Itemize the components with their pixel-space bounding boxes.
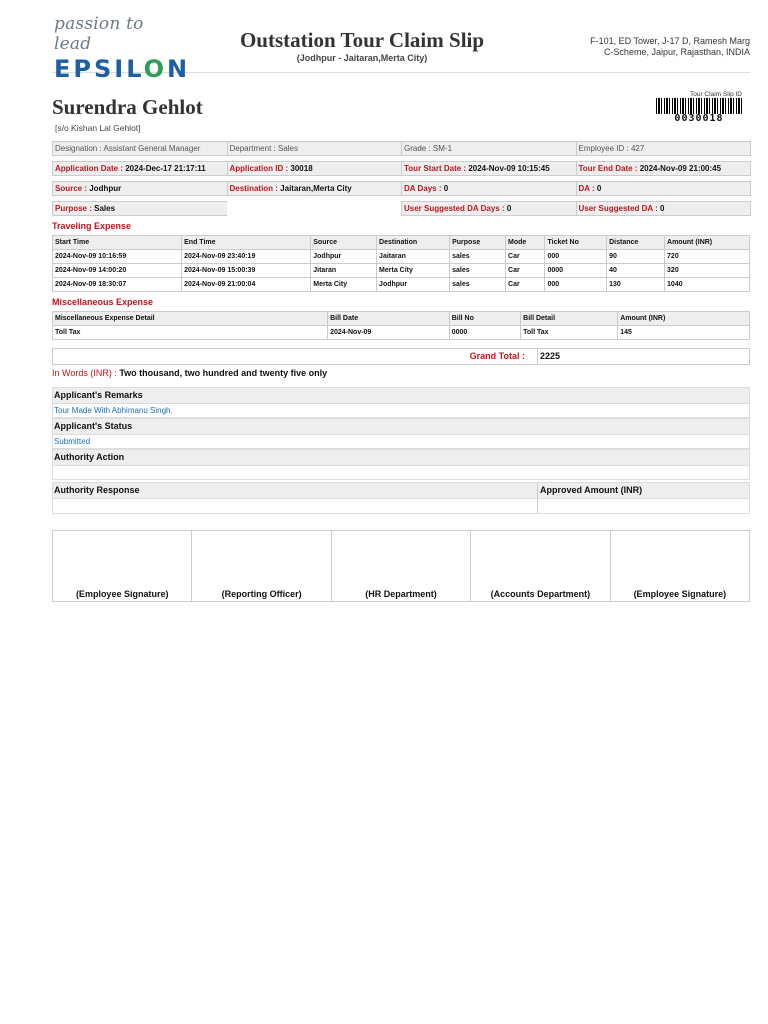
column-header: Bill Date <box>328 312 450 326</box>
table-cell: 90 <box>607 250 665 264</box>
barcode-icon <box>656 98 742 114</box>
table-cell: sales <box>450 264 506 278</box>
table-cell: 2024-Nov-09 15:00:39 <box>182 264 311 278</box>
signature-box: (Employee Signature) <box>633 589 727 599</box>
signature-box: (Accounts Department) <box>471 531 610 601</box>
table-cell: Toll Tax <box>53 326 328 340</box>
column-header: Mode <box>506 236 545 250</box>
table-cell: Jodhpur <box>377 278 450 292</box>
table-cell: 2024-Nov-09 <box>328 326 450 340</box>
employee-relation: [s/o Kishan Lal Gehlot] <box>55 123 141 133</box>
page-subtitle: (Jodhpur - Jaitaran,Merta City) <box>296 53 428 63</box>
applicant-remarks-value: Tour Made With Abhimanu Singh. <box>52 404 750 418</box>
table-cell: Car <box>506 278 545 292</box>
table-cell: 000 <box>545 278 607 292</box>
info-row-4 <box>52 201 750 216</box>
column-header: Start Time <box>53 236 182 250</box>
user-suggested-da: User Suggested DA : 0 <box>576 201 752 216</box>
table-header-row <box>53 236 750 250</box>
table-row <box>53 278 750 292</box>
tour-start-date: Tour Start Date : 2024-Nov-09 10:15:45 <box>401 161 577 176</box>
authority-response-heading: Authority Response <box>54 485 140 495</box>
grand-total-row <box>52 348 750 365</box>
authority-response-value-row <box>52 499 750 514</box>
table-cell: Jodhpur <box>311 250 377 264</box>
table-row <box>53 326 750 340</box>
table-cell: 1040 <box>665 278 750 292</box>
table-cell: 2024-Nov-09 23:40:19 <box>182 250 311 264</box>
address-line-2: C-Scheme, Jaipur, Rajasthan, INDIA <box>603 47 750 57</box>
traveling-expense-table <box>52 235 750 292</box>
application-id: Application ID : 30018 <box>227 161 403 176</box>
table-cell: Car <box>506 264 545 278</box>
table-cell: Car <box>506 250 545 264</box>
table-cell: Merta City <box>311 278 377 292</box>
company-address <box>590 36 750 58</box>
destination: Destination : Jaitaran,Merta City <box>227 181 403 196</box>
info-row-1 <box>52 141 750 156</box>
remarks-section <box>52 387 750 514</box>
table-cell: Jaitaran <box>377 250 450 264</box>
table-row <box>53 264 750 278</box>
da-days: DA Days : 0 <box>401 181 577 196</box>
table-cell: sales <box>450 250 506 264</box>
company-logo <box>54 14 191 83</box>
table-cell: 2024-Nov-09 18:30:07 <box>53 278 182 292</box>
claim-slip <box>52 0 750 602</box>
table-cell: 720 <box>665 250 750 264</box>
misc-expense-heading: Miscellaneous Expense <box>52 297 154 307</box>
table-cell: 2024-Nov-09 14:00:20 <box>53 264 182 278</box>
user-suggested-da-days: User Suggested DA Days : 0 <box>401 201 577 216</box>
column-header: Ticket No <box>545 236 607 250</box>
address-line-1: F-101, ED Tower, J-17 D, Ramesh Marg <box>590 36 750 46</box>
table-row <box>53 250 750 264</box>
table-cell: 0000 <box>449 326 520 340</box>
table-cell: Merta City <box>377 264 450 278</box>
column-header: Bill No <box>449 312 520 326</box>
authority-response-value <box>54 499 537 513</box>
employee-block <box>52 73 750 141</box>
table-cell: 130 <box>607 278 665 292</box>
title-block <box>202 28 522 63</box>
column-header: Amount (INR) <box>618 312 750 326</box>
table-cell: 40 <box>607 264 665 278</box>
barcode-block <box>656 91 742 124</box>
info-row-3 <box>52 181 750 196</box>
traveling-expense-heading: Traveling Expense <box>52 221 132 231</box>
employee-name: Surendra Gehlot <box>52 95 203 119</box>
designation: Designation : Assistant General Manager <box>52 141 228 156</box>
signature-row <box>52 530 750 602</box>
grand-total-value: 2225 <box>537 349 749 364</box>
table-cell: Jitaran <box>311 264 377 278</box>
table-cell: sales <box>450 278 506 292</box>
grade: Grade : SM-1 <box>401 141 577 156</box>
misc-expense-table <box>52 311 750 340</box>
grand-total-label: Grand Total : <box>469 351 525 361</box>
table-cell: 145 <box>618 326 750 340</box>
table-header-row <box>53 312 750 326</box>
page-title: Outstation Tour Claim Slip <box>239 28 485 52</box>
barcode-number: 0030018 <box>674 113 724 124</box>
barcode-caption: Tour Claim Slip ID <box>689 91 742 98</box>
authority-response-heading-row <box>52 482 750 499</box>
logo-tagline: passion to lead <box>54 14 144 54</box>
employee-id: Employee ID : 427 <box>576 141 752 156</box>
department: Department : Sales <box>227 141 403 156</box>
purpose: Purpose : Sales <box>52 201 228 216</box>
authority-action-heading: Authority Action <box>52 449 750 466</box>
column-header: Source <box>311 236 377 250</box>
da: DA : 0 <box>576 181 752 196</box>
empty-cell <box>227 201 403 216</box>
table-cell: 0000 <box>545 264 607 278</box>
amount-in-words: In Words (INR) : Two thousand, two hundred and twenty five only <box>52 368 328 378</box>
approved-amount-value <box>537 499 749 513</box>
source: Source : Jodhpur <box>52 181 228 196</box>
column-header: Distance <box>607 236 665 250</box>
application-date: Application Date : 2024-Dec-17 21:17:11 <box>52 161 228 176</box>
logo-wordmark: EPSILON <box>54 55 191 83</box>
table-cell: 000 <box>545 250 607 264</box>
signature-box: (Employee Signature) <box>53 531 192 601</box>
info-row-2 <box>52 161 750 176</box>
header <box>52 0 750 83</box>
signature-box: (HR Department) <box>332 531 471 601</box>
table-cell: 320 <box>665 264 750 278</box>
tour-end-date: Tour End Date : 2024-Nov-09 21:00:45 <box>576 161 752 176</box>
column-header: Amount (INR) <box>665 236 750 250</box>
applicant-status-value: Submitted <box>52 435 750 449</box>
column-header: End Time <box>182 236 311 250</box>
column-header: Purpose <box>450 236 506 250</box>
applicant-status-heading: Applicant's Status <box>52 418 750 435</box>
authority-action-value <box>52 466 750 480</box>
table-cell: 2024-Nov-09 10:16:59 <box>53 250 182 264</box>
signature-box: (Reporting Officer) <box>192 531 331 601</box>
column-header: Bill Detail <box>521 312 618 326</box>
applicant-remarks-heading: Applicant's Remarks <box>52 387 750 404</box>
table-cell: Toll Tax <box>521 326 618 340</box>
table-cell: 2024-Nov-09 21:00:04 <box>182 278 311 292</box>
column-header: Destination <box>377 236 450 250</box>
column-header: Miscellaneous Expense Detail <box>53 312 328 326</box>
approved-amount-heading: Approved Amount (INR) <box>537 483 749 498</box>
